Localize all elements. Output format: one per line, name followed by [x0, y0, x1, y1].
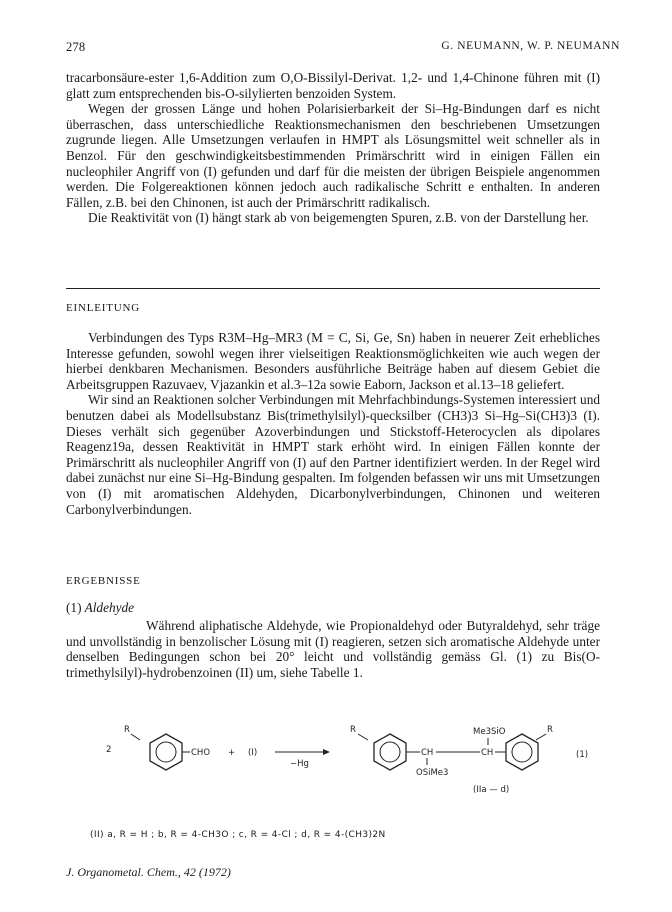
- reaction-scheme: [78, 712, 618, 827]
- scheme-r-label: R: [124, 725, 130, 735]
- scheme-osime3: OSiMe3: [416, 768, 449, 778]
- reaction-arrow: [275, 749, 330, 755]
- intro-paragraph: Wegen der grossen Länge und hohen Polarisierbarkeit der Si–Hg-Bindungen darf es nicht überraschen, dass unterschiedliche Reaktionsmechanismen den beschriebenen Umsetzungen zugrunde liegen. Alle Umsetzungen verlaufen in HMPT als Lösungsmittel weit schneller als in Benzol. Für den geschwindigkeitsbestimmenden Primärschritt wird in einigen Fällen ein nucleophiler Angriff von (I) gefunden und darf für die meisten der übrigen Beispiele angenommen werden. Die Folgereaktionen können jedoch auch radikalische Schritt e enthalten. In anderen Fällen, z.B. bei den Chinonen, ist auch der Primärschritt radikalisch.: [66, 101, 600, 210]
- scheme-me3sio: Me3SiO: [473, 727, 506, 737]
- benzene-ring-product-left: [374, 734, 406, 770]
- subsection-title: Aldehyde: [84, 600, 135, 615]
- scheme-caption: (II) a, R = H ; b, R = 4-CH3O ; c, R = 4-Cl ; d, R = 4-(CH3)2N: [90, 830, 386, 840]
- subsection-heading: [66, 600, 134, 616]
- section-divider: [66, 288, 600, 289]
- running-head-authors: G. NEUMANN, W. P. NEUMANN: [441, 40, 620, 52]
- scheme-r-label-product-left: R: [350, 725, 356, 735]
- page-header: [66, 40, 620, 55]
- benzene-ring-product-right: [506, 734, 538, 770]
- scheme-plus: +: [228, 748, 236, 758]
- subsection-number: (1): [66, 600, 82, 615]
- einleitung-paragraph: Wir sind an Reaktionen solcher Verbindungen mit Mehrfachbindungs-Systemen interessiert und benutzen dabei als Modellsubstanz Bis(trimethylsilyl)-quecksilber (CH3)3 Si–Hg–Si(CH3)3 (I). Dieses verhält sich gegenüber Azoverbindungen und Stickstoff-Heterocyclen als dipolares Reagenz19a, dessen Reaktivität in HMPT stark erhöht wird. In einigen Fällen konnte der Primärschritt als nucleophiler Angriff von (I) auf den Partner identifiziert werden. In der Regel wird dabei zunächst nur eine Si–Hg-Bindung gespalten. Im folgenden befassen wir uns mit Umsetzungen von (I) mit aromatischen Aldehyden, Dicarbonylverbindungen, Chinonen und weiteren Carbonylverbindungen.: [66, 392, 600, 517]
- einleitung-text: [66, 330, 600, 517]
- scheme-ch-right: CH: [481, 748, 494, 758]
- scheme-byproduct: −Hg: [290, 759, 309, 769]
- scheme-coefficient: 2: [106, 745, 112, 755]
- intro-paragraph: tracarbonsäure-ester 1,6-Addition zum O,O-Bissilyl-Derivat. 1,2- und 1,4-Chinone führen mit (I) glatt zum entsprechenden bis-O-silylierten benzoiden System.: [66, 70, 600, 101]
- benzene-ring-reactant: [150, 734, 182, 770]
- scheme-compound-range: (IIa — d): [473, 785, 510, 795]
- scheme-r-label-product-right: R: [547, 725, 553, 735]
- section-heading-einleitung: EINLEITUNG: [66, 302, 140, 314]
- intro-text: [66, 70, 600, 226]
- section-heading-ergebnisse: ERGEBNISSE: [66, 575, 141, 587]
- scheme-reagent: (I): [248, 748, 258, 758]
- journal-footer: J. Organometal. Chem., 42 (1972): [66, 865, 231, 879]
- scheme-ch-left: CH: [421, 748, 434, 758]
- page-number: 278: [66, 40, 86, 54]
- scheme-equation-number: (1): [576, 750, 589, 760]
- intro-paragraph: Die Reaktivität von (I) hängt stark ab von beigemengten Spuren, z.B. von der Darstellung her.: [88, 210, 589, 226]
- einleitung-paragraph: Verbindungen des Typs R3M–Hg–MR3 (M = C, Si, Ge, Sn) haben in neuerer Zeit erhebliches Interesse gefunden, sowohl wegen ihrer vielseitigen Reaktionsmöglichkeiten wie auch wegen der hierbei denkbaren Mechanismen. Besonders ausführliche Beiträge haben auf diesem Gebiet die Arbeitsgruppen Razuvaev, Vjazankin et al.3–12a sowie Eaborn, Jackson et al.13–18 geliefert.: [66, 330, 600, 392]
- ergebnisse-paragraph: Während aliphatische Aldehyde, wie Propionaldehyd oder Butyraldehyd, sehr träge und unvollständig in benzolischer Lösung mit (I) reagieren, setzen sich aromatische Aldehyde unter denselben Bedingungen schon bei 20° leicht und vollständig gemäss Gl. (1) zu Bis(O-trimethylsilyl)-hydrobenzoinen (II) um, siehe Tabelle 1.: [66, 618, 600, 680]
- ergebnisse-text: [66, 618, 600, 680]
- scheme-cho: CHO: [191, 748, 211, 758]
